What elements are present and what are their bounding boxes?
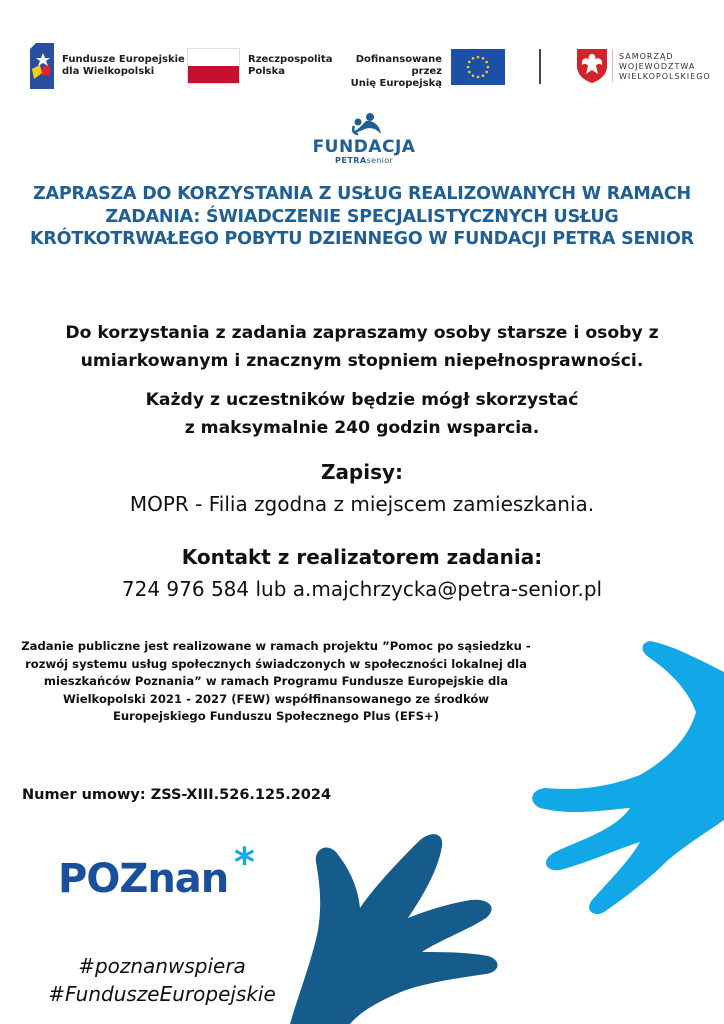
fe-line1: Fundusze Europejskie <box>62 54 185 65</box>
invitation-line2: umiarkowanym i znacznym stopniem niepełnosprawności. <box>80 351 644 371</box>
eu-line2: Unię Europejską <box>350 78 442 89</box>
poznan-star-icon: * <box>234 840 255 886</box>
hashtag-fundusze-europejskie: #FunduszeEuropejskie <box>48 982 276 1006</box>
signup-heading: Zapisy: <box>320 460 404 484</box>
signup-text: MOPR - Filia zgodna z miejscem zamieszkania. <box>129 492 595 516</box>
invitation-line1: Do korzystania z zadania zapraszamy osoby starsze i osoby z <box>65 323 659 343</box>
rp-line2: Polska <box>248 66 285 77</box>
fe-line2: dla Wielkopolski <box>62 66 155 77</box>
contact-text: 724 976 584 lub a.majchrzycka@petra-senior.pl <box>121 577 603 601</box>
poznan-logo-text: POZnan <box>58 856 229 902</box>
samorzad-line2: WOJEWÓDZTWA <box>619 62 696 71</box>
rp-line1: Rzeczpospolita <box>248 54 333 65</box>
hours-line1: Każdy z uczestników będzie mógł skorzystać <box>145 390 579 410</box>
petra-text: PETRA <box>334 156 367 165</box>
poznan-logo <box>58 840 268 908</box>
hashtag-poznanwspiera: #poznanwspiera <box>78 954 246 978</box>
contract-number: Numer umowy: ZSS-XIII.526.125.2024 <box>22 787 332 803</box>
samorzad-line3: WIELKOPOLSKIEGO <box>619 72 711 81</box>
page-title: ZAPRASZA DO KORZYSTANIA Z USŁUG REALIZOWANYCH W RAMACH ZADANIA: ŚWIADCZENIE SPECJALISTYCZNYCH USŁUG KRÓTKOTRWAŁEGO POBYTU DZIENNEGO W FUNDACJI PETRA SENIOR <box>30 184 694 249</box>
project-line: rozwój systemu usług społecznych świadczonych w społeczności lokalnej dla <box>25 656 527 671</box>
project-line: Europejskiego Funduszu Społecznego Plus (EFS+) <box>112 709 440 723</box>
hashtags <box>24 952 300 1008</box>
eu-line1: Dofinansowane przez <box>355 54 442 77</box>
light-blue-hand-icon <box>532 641 724 914</box>
project-line: mieszkańców Poznania” w ramach Programu Fundusze Europejskie dla <box>43 674 509 688</box>
hours-line2: z maksymalnie 240 godzin wsparcia. <box>184 418 540 438</box>
fundacja-text: FUNDACJA <box>312 137 416 157</box>
project-line: Wielkopolski 2021 - 2027 (FEW) współfinansowanego ze środków <box>62 691 490 706</box>
contact-heading: Kontakt z realizatorem zadania: <box>181 545 543 569</box>
project-description <box>10 638 542 726</box>
dark-blue-hand-icon <box>290 834 498 1024</box>
samorzad-line1: SAMORZĄD <box>619 52 674 61</box>
project-line: Zadanie publiczne jest realizowane w ramach projektu ”Pomoc po sąsiedzku - <box>21 639 531 653</box>
senior-text: senior <box>366 156 393 165</box>
